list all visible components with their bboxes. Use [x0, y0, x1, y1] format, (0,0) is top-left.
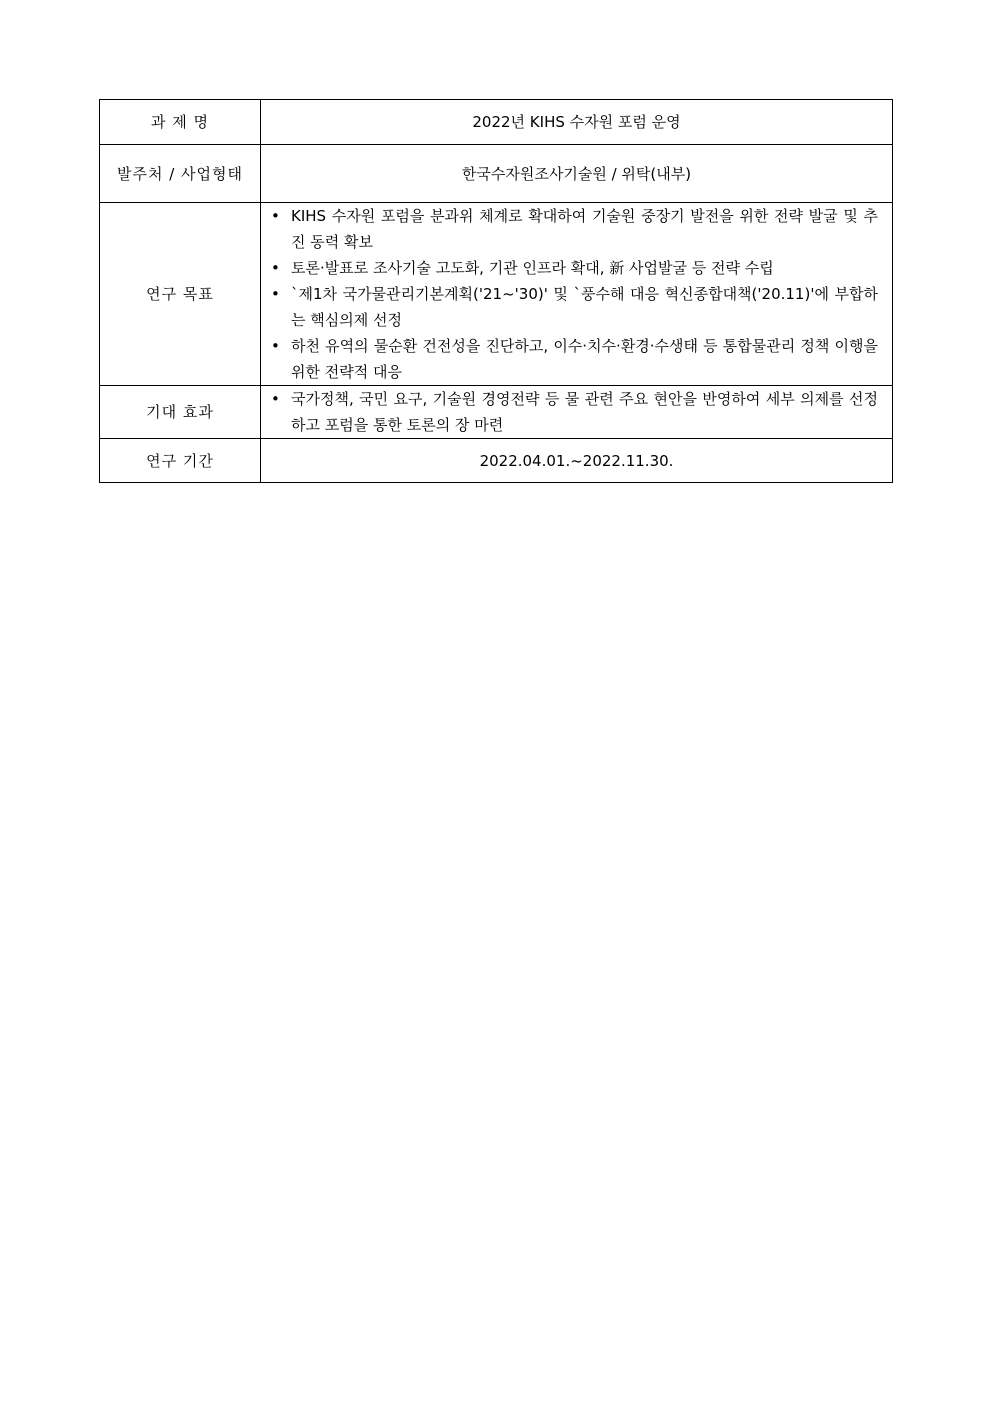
table-row-client — [100, 145, 893, 203]
value-project-name: 2022년 KIHS 수자원 포럼 운영 — [261, 100, 893, 145]
bullet-icon: • — [271, 337, 280, 355]
table-row-title — [100, 100, 893, 145]
goal-text: KIHS 수자원 포럼을 분과위 체계로 확대하여 기술원 중장기 발전을 위한 전략 발굴 및 추진 동력 확보 — [291, 207, 878, 251]
value-research-period: 2022.04.01.~2022.11.30. — [261, 439, 893, 483]
goals-list — [269, 203, 878, 385]
list-item — [269, 281, 878, 333]
list-item — [269, 386, 878, 438]
list-item — [269, 255, 878, 281]
list-item — [269, 333, 878, 385]
table-row-effect — [100, 386, 893, 439]
table-row-period — [100, 439, 893, 483]
list-item — [269, 203, 878, 255]
label-research-period: 연구 기간 — [100, 439, 261, 483]
goal-text: 하천 유역의 물순환 건전성을 진단하고, 이수·치수·환경·수생태 등 통합물관리 정책 이행을 위한 전략적 대응 — [291, 337, 878, 381]
effect-list — [269, 386, 878, 438]
bullet-icon: • — [271, 259, 280, 277]
label-expected-effect: 기대 효과 — [100, 386, 261, 439]
label-project-name: 과 제 명 — [100, 100, 261, 145]
bullet-icon: • — [271, 207, 280, 225]
goal-text: `제1차 국가물관리기본계획('21~'30)' 및 `풍수해 대응 혁신종합대책('20.11)'에 부합하는 핵심의제 선정 — [291, 285, 878, 329]
label-client-type: 발주처 / 사업형태 — [100, 145, 261, 203]
bullet-icon: • — [271, 390, 280, 408]
value-expected-effect — [261, 386, 893, 439]
value-research-goals — [261, 203, 893, 386]
effect-text: 국가정책, 국민 요구, 기술원 경영전략 등 물 관련 주요 현안을 반영하여 세부 의제를 선정하고 포럼을 통한 토론의 장 마련 — [291, 390, 878, 434]
label-research-goals: 연구 목표 — [100, 203, 261, 386]
goal-text: 토론·발표로 조사기술 고도화, 기관 인프라 확대, 新 사업발굴 등 전략 수립 — [291, 259, 774, 277]
bullet-icon: • — [271, 285, 280, 303]
project-summary-table — [99, 99, 893, 483]
value-client-type: 한국수자원조사기술원 / 위탁(내부) — [261, 145, 893, 203]
table-row-goals — [100, 203, 893, 386]
